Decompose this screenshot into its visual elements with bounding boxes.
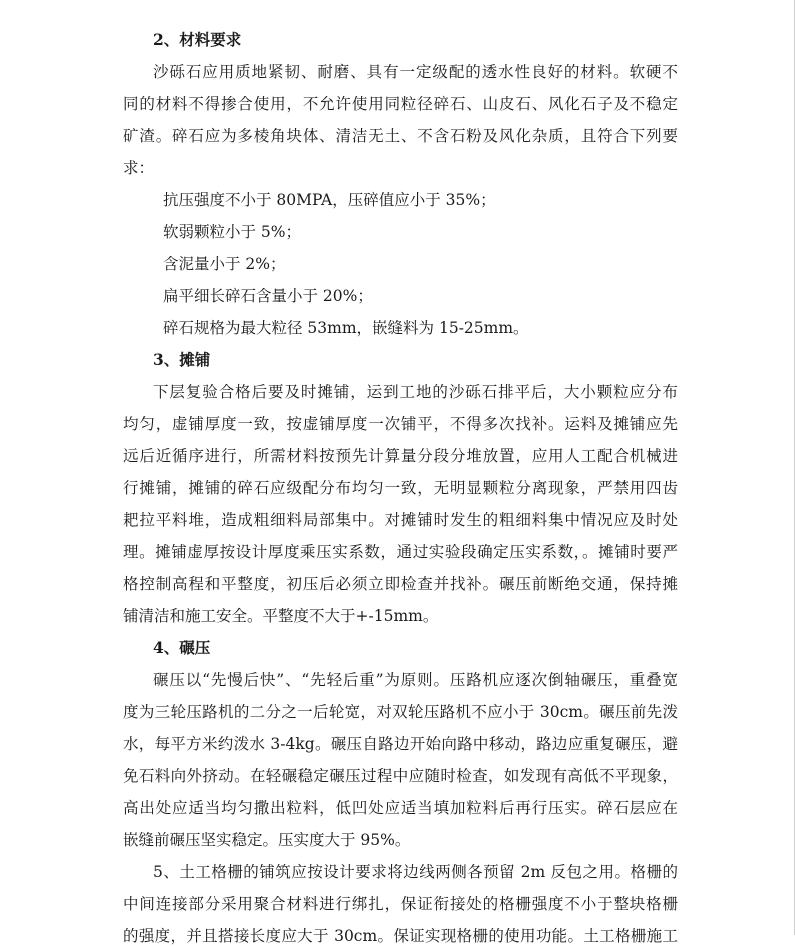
paragraph-line: 的强度，并且搭接长度应大于 30cm。保证实现格栅的使用功能。土工格栅施工 <box>123 927 678 945</box>
section-heading-geogrid: 5、土工格栅的铺筑应按设计要求将边线两侧各预留 2m 反包之用。格栅的 <box>153 863 678 881</box>
requirement-item: 含泥量小于 2%； <box>163 255 286 273</box>
paragraph-line: 耙拉平料堆，造成粗细料局部集中。对摊铺时发生的粗细料集中情况应及时处 <box>123 511 678 529</box>
paragraph-line: 沙砾石应用质地紧韧、耐磨、具有一定级配的透水性良好的材料。软硬不 <box>153 63 678 81</box>
paragraph-line: 行摊铺，摊铺的碎石应级配分布均匀一致，无明显颗粒分离现象，严禁用四齿 <box>123 479 678 497</box>
paragraph-line: 高出处应适当均匀撒出粒料，低凹处应适当填加粒料后再行压实。碎石层应在 <box>123 799 678 817</box>
requirement-item: 碎石规格为最大粒径 53mm，嵌缝料为 15-25mm。 <box>163 319 529 337</box>
paragraph-line: 嵌缝前碾压坚实稳定。压实度大于 95%。 <box>123 831 411 849</box>
paragraph-line: 理。摊铺虚厚按设计厚度乘压实系数，通过实验段确定压实系数，。摊铺时要严 <box>123 543 678 561</box>
paragraph-line: 格控制高程和平整度，初压后必须立即检查并找补。碾压前断绝交通，保持摊 <box>123 575 678 593</box>
paragraph-line: 下层复验合格后要及时摊铺，运到工地的沙砾石排平后，大小颗粒应分布 <box>153 383 678 401</box>
requirement-item: 扁平细长碎石含量小于 20%； <box>163 287 373 305</box>
paragraph-line: 中间连接部分采用聚合材料进行绑扎，保证衔接处的格栅强度不小于整块格栅 <box>123 895 678 913</box>
paragraph-line: 均匀，虚铺厚度一致，按虚铺厚度一次铺平，不得多次找补。运料及摊铺应先 <box>123 415 678 433</box>
paragraph-line: 求： <box>123 159 155 177</box>
requirement-item: 软弱颗粒小于 5%； <box>163 223 302 241</box>
section-heading-spreading: 3、摊铺 <box>153 350 211 369</box>
paragraph-line: 同的材料不得掺合使用，不允许使用同粒径碎石、山皮石、风化石子及不稳定 <box>123 95 678 113</box>
paragraph-line: 免石料向外挤动。在轻碾稳定碾压过程中应随时检查，如发现有高低不平现象， <box>123 767 678 785</box>
paragraph-line: 水，每平方米约泼水 3-4kg。碾压自路边开始向路中移动，路边应重复碾压，避 <box>123 735 678 753</box>
section-heading-rolling: 4、碾压 <box>153 638 211 657</box>
section-heading-materials: 2、材料要求 <box>153 30 242 49</box>
paragraph-line: 远后近循序进行，所需材料按预先计算量分段分堆放置，应用人工配合机械进 <box>123 447 678 465</box>
paragraph-line: 铺清洁和施工安全。平整度不大于+-15mm。 <box>123 607 439 625</box>
paragraph-line: 矿渣。碎石应为多棱角块体、清洁无土、不含石粉及风化杂质，且符合下列要 <box>123 127 678 145</box>
paragraph-line: 度为三轮压路机的二分之一后轮宽，对双轮压路机不应小于 30cm。碾压前先泼 <box>123 703 678 721</box>
paragraph-line: 碾压以“先慢后快”、“先轻后重”为原则。压路机应逐次倒轴碾压，重叠宽 <box>153 671 678 689</box>
requirement-item: 抗压强度不小于 80MPA，压碎值应小于 35%； <box>163 191 496 209</box>
